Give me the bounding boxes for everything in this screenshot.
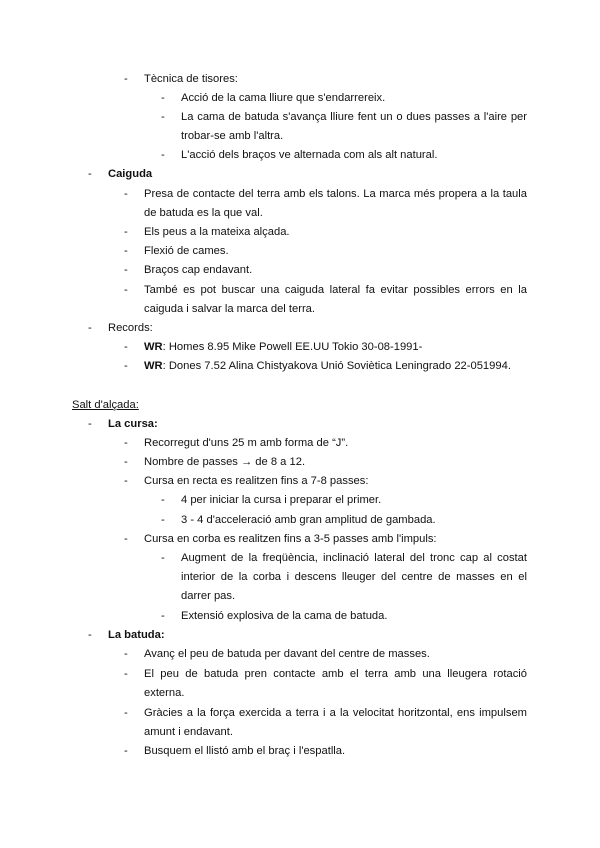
list-item: Cursa en recta es realitzen fins a 7-8 passes: xyxy=(144,475,369,487)
record-label: WR xyxy=(144,341,163,353)
list-item: També es pot buscar una caiguda lateral fa evitar possibles errors en la caiguda i salvar la marca del terra. xyxy=(144,284,527,315)
bullet-dash: - xyxy=(161,111,165,123)
bullet-dash: - xyxy=(124,284,128,296)
list-item: Avanç el peu de batuda per davant del centre de masses. xyxy=(144,648,430,660)
section-title-cursa: La cursa: xyxy=(108,418,158,430)
bullet-dash: - xyxy=(161,149,165,161)
bullet-dash: - xyxy=(88,322,92,334)
bullet-dash: - xyxy=(124,745,128,757)
list-item: Cursa en corba es realitzen fins a 3-5 passes amb l'impuls: xyxy=(144,533,437,545)
heading-salt-alcada: Salt d'alçada: xyxy=(72,399,139,411)
section-title-tecnica-tisores: Tècnica de tisores: xyxy=(144,73,238,85)
bullet-dash: - xyxy=(88,629,92,641)
sub-list-item: Extensió explosiva de la cama de batuda. xyxy=(181,610,388,622)
list-item: Presa de contacte del terra amb els talons. La marca més propera a la taula de batuda es la que val. xyxy=(144,188,527,219)
bullet-dash: - xyxy=(124,360,128,372)
list-item: La cama de batuda s'avança lliure fent un o dues passes a l'aire per trobar-se amb l'altra. xyxy=(181,111,527,142)
record-item xyxy=(144,340,422,354)
bullet-dash: - xyxy=(124,707,128,719)
bullet-dash: - xyxy=(124,226,128,238)
bullet-dash: - xyxy=(124,668,128,680)
bullet-dash: - xyxy=(124,73,128,85)
record-text: : Dones 7.52 Alina Chistyakova Unió Soviètica Leningrado 22-051994. xyxy=(162,360,511,372)
list-item: El peu de batuda pren contacte amb el terra amb una lleugera rotació externa. xyxy=(144,668,527,699)
bullet-dash: - xyxy=(124,341,128,353)
section-title-batuda: La batuda: xyxy=(108,629,165,641)
list-item: Nombre de passes → de 8 a 12. xyxy=(144,456,306,468)
bullet-dash: - xyxy=(124,533,128,545)
bullet-dash: - xyxy=(161,610,165,622)
bullet-dash: - xyxy=(88,168,92,180)
bullet-dash: - xyxy=(124,648,128,660)
list-item: Braços cap endavant. xyxy=(144,264,253,276)
bullet-dash: - xyxy=(161,514,165,526)
list-item: Els peus a la mateixa alçada. xyxy=(144,226,290,238)
list-item: Busquem el llistó amb el braç i l'espatlla. xyxy=(144,745,346,757)
list-item: Recorregut d'uns 25 m amb forma de “J”. xyxy=(144,437,349,449)
list-item: Acció de la cama lliure que s'endarrereix. xyxy=(181,92,386,104)
sub-list-item: 3 - 4 d'acceleració amb gran amplitud de gambada. xyxy=(181,514,436,526)
bullet-dash: - xyxy=(124,264,128,276)
list-item: Gràcies a la força exercida a terra i a la velocitat horitzontal, ens impulsem amunt i endavant. xyxy=(144,707,527,738)
bullet-dash: - xyxy=(161,494,165,506)
bullet-dash: - xyxy=(124,456,128,468)
record-label: WR xyxy=(144,360,163,372)
bullet-dash: - xyxy=(124,245,128,257)
bullet-dash: - xyxy=(124,188,128,200)
section-title-caiguda: Caiguda xyxy=(108,168,153,180)
bullet-dash: - xyxy=(161,552,165,564)
record-item xyxy=(144,359,511,373)
sub-list-item: Augment de la freqüència, inclinació lateral del tronc cap al costat interior de la corba i descens lleuger del centre de masses en el darrer pas. xyxy=(181,552,527,602)
bullet-dash: - xyxy=(124,437,128,449)
list-item: Flexió de cames. xyxy=(144,245,229,257)
list-item: L'acció dels braços ve alternada com als alt natural. xyxy=(181,149,438,161)
sub-list-item: 4 per iniciar la cursa i preparar el primer. xyxy=(181,494,382,506)
bullet-dash: - xyxy=(88,418,92,430)
bullet-dash: - xyxy=(161,92,165,104)
section-title-records: Records: xyxy=(108,322,153,334)
bullet-dash: - xyxy=(124,475,128,487)
record-text: : Homes 8.95 Mike Powell EE.UU Tokio 30-08-1991- xyxy=(162,341,423,353)
